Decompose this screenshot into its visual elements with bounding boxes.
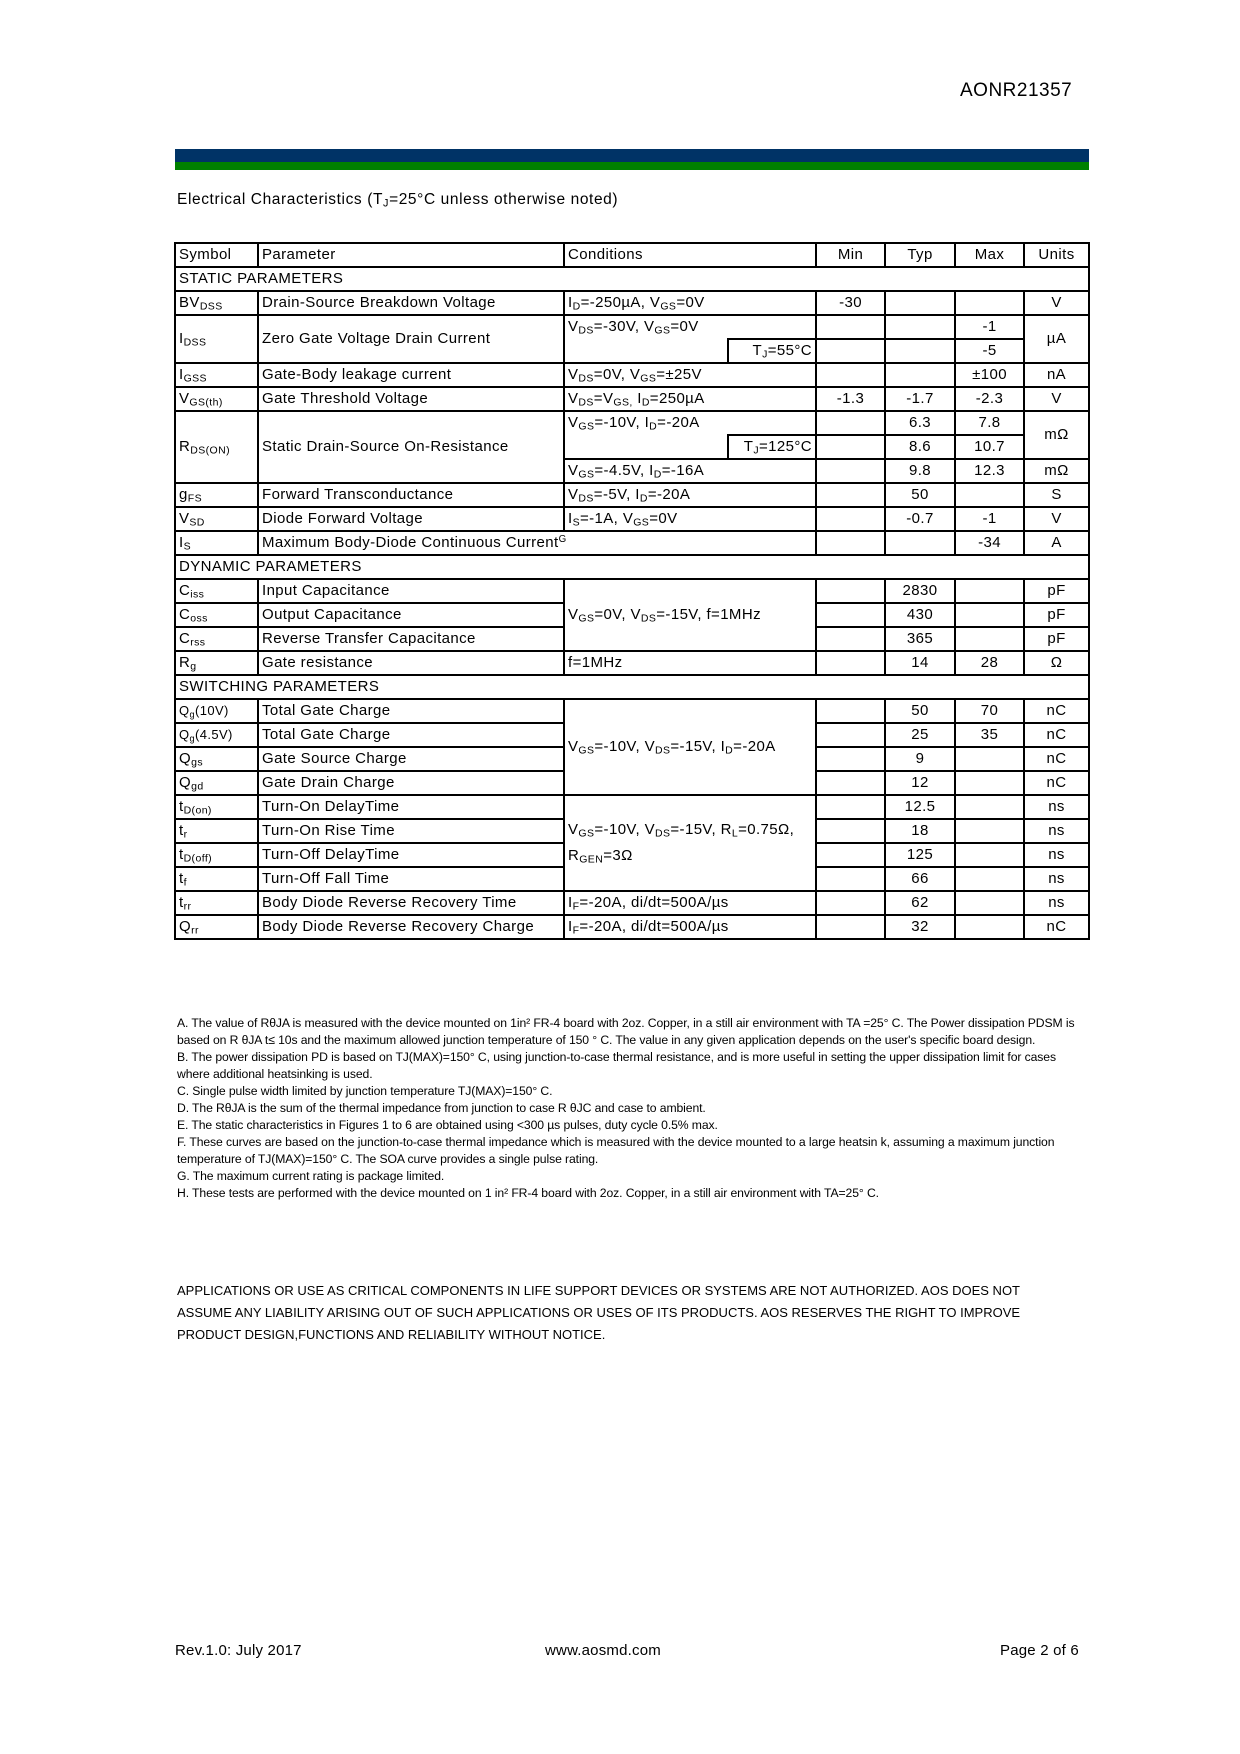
symbol-crss: $C_{rss}$ xyxy=(175,627,258,651)
cond-trr: $I_F=-20A$, di/dt=500A/µs xyxy=(564,891,816,915)
table-row: $Q_{gd}$ Gate Drain Charge 12 nC xyxy=(175,771,1089,795)
table-row: $g_{FS}$ Forward Transconductance $V_{DS}=-5V$, $I_D=-20A$ 50 S xyxy=(175,483,1089,507)
header-bar-green xyxy=(175,162,1089,170)
section-title: Electrical Characteristics ($T_J=25^\circ C$ unless otherwise noted) xyxy=(177,191,619,210)
header-symbol: Symbol xyxy=(175,243,258,267)
cond-bvdss: $I_D=-250\mu A$, $V_{GS}=0V$ xyxy=(564,291,816,315)
symbol-igss: $I_{GSS}$ xyxy=(175,363,258,387)
note-f: F. These curves are based on the junction-to-case thermal impedance which is measured with the device mounted to a large heatsin k, assuming a maximum junction temperature of TJ(MAX)=150° C. The SOA curve provides a single pulse rating. xyxy=(177,1135,1055,1166)
note-a: A. The value of RθJA is measured with the device mounted on 1in² FR-4 board with 2oz. Copper, in a still air environment with TA =25° C. The Power dissipation PDSM is based on R θJA t≤ 10s and the maximum allowed junction temperature of 150 ° C. The value in any given application depends on the user's specific board design. xyxy=(177,1016,1075,1047)
cond-igss: $V_{DS}=0V$, $V_{GS}=\pm 25V$ xyxy=(564,363,816,387)
section-static: STATIC PARAMETERS xyxy=(175,267,1089,291)
symbol-vsd: $V_{SD}$ xyxy=(175,507,258,531)
table-row: $Q_g(4.5V)$ Total Gate Charge 25 35 nC xyxy=(175,723,1089,747)
cond-gfs: $V_{DS}=-5V$, $I_D=-20A$ xyxy=(564,483,816,507)
table-row: $C_{rss}$ Reverse Transfer Capacitance 365 pF xyxy=(175,627,1089,651)
footer-page-number: Page 2 of 6 xyxy=(1000,1642,1079,1659)
table-row: $BV_{DSS}$ Drain-Source Breakdown Voltage $I_D=-250\mu A$, $V_{GS}=0V$ -30 V xyxy=(175,291,1089,315)
header-conditions: Conditions xyxy=(564,243,816,267)
symbol-is: $I_S$ xyxy=(175,531,258,555)
disclaimer: APPLICATIONS OR USE AS CRITICAL COMPONENTS IN LIFE SUPPORT DEVICES OR SYSTEMS ARE NOT AUTHORIZED. AOS DOES NOT ASSUME ANY LIABILITY ARISING OUT OF SUCH APPLICATIONS OR USES OF ITS PRODUCTS. AOS RESERVES THE RIGHT TO IMPROVE PRODUCT DESIGN,FUNCTIONS AND RELIABILITY WITHOUT NOTICE. xyxy=(177,1283,1021,1342)
table-row: $Q_{rr}$ Body Diode Reverse Recovery Charge $I_F=-20A$, di/dt=500A/µs 32 nC xyxy=(175,915,1089,939)
footnotes xyxy=(177,1015,1082,1202)
table-row: $V_{GS(th)}$ Gate Threshold Voltage $V_{DS}=V_{GS,}$ $I_D=250\mu A$ -1.3 -1.7 -2.3 V xyxy=(175,387,1089,411)
symbol-tr: $t_r$ xyxy=(175,819,258,843)
cond-gate-charge: $V_{GS}=-10V$, $V_{DS}=-15V$, $I_D=-20A$ xyxy=(564,699,816,795)
table-row: $t_f$ Turn-Off Fall Time 66 ns xyxy=(175,867,1089,891)
cond-idss-tj: $T_J=55^\circ C$ xyxy=(728,339,816,363)
table-row: $T_J=55^\circ C$ -5 xyxy=(175,339,1089,363)
table-row: $T_J=125^\circ C$ 8.6 10.7 xyxy=(175,435,1089,459)
section-switching: SWITCHING PARAMETERS xyxy=(175,675,1089,699)
symbol-tf: $t_f$ xyxy=(175,867,258,891)
table-row: $C_{oss}$ Output Capacitance 430 pF xyxy=(175,603,1089,627)
note-c: C. Single pulse width limited by junction temperature TJ(MAX)=150° C. xyxy=(177,1084,553,1098)
table-row: $C_{iss}$ Input Capacitance $V_{GS}=0V$, $V_{DS}=-15V$, f=1MHz 2830 pF xyxy=(175,579,1089,603)
cond-rdson-10v: $V_{GS}=-10V$, $I_D=-20A$ xyxy=(564,411,816,435)
table-row: $V_{GS}=-4.5V$, $I_D=-16A$ 9.8 12.3 mΩ xyxy=(175,459,1089,483)
note-b: B. The power dissipation PD is based on TJ(MAX)=150° C, using junction-to-case thermal resistance, and is more useful in setting the upper dissipation limit for cases where additional heatsinking is used. xyxy=(177,1050,1056,1081)
symbol-coss: $C_{oss}$ xyxy=(175,603,258,627)
cond-rdson-4v5: $V_{GS}=-4.5V$, $I_D=-16A$ xyxy=(564,459,816,483)
note-d: D. The RθJA is the sum of the thermal impedance from junction to case R θJC and case to ambient. xyxy=(177,1101,706,1115)
symbol-tdoff: $t_{D(off)}$ xyxy=(175,843,258,867)
table-row: $I_{DSS}$ Zero Gate Voltage Drain Current $V_{DS}=-30V$, $V_{GS}=0V$ -1 µA xyxy=(175,315,1089,339)
section-dynamic: DYNAMIC PARAMETERS xyxy=(175,555,1089,579)
table-row: $t_{D(on)}$ Turn-On DelayTime $V_{GS}=-10V$, $V_{DS}=-15V$, $R_L=0.75\Omega$, $R_{GEN}=3\Omega$ 12.5 ns xyxy=(175,795,1089,819)
symbol-qg10: $Q_g(10V)$ xyxy=(175,699,258,723)
table-row: $Q_{gs}$ Gate Source Charge 9 nC xyxy=(175,747,1089,771)
symbol-vgsth: $V_{GS(th)}$ xyxy=(175,387,258,411)
part-number: AONR21357 xyxy=(960,80,1073,101)
note-h: H. These tests are performed with the device mounted on 1 in² FR-4 board with 2oz. Copper, in a still air environment with TA=25° C. xyxy=(177,1186,879,1200)
symbol-qrr: $Q_{rr}$ xyxy=(175,915,258,939)
symbol-qg45: $Q_g(4.5V)$ xyxy=(175,723,258,747)
symbol-ciss: $C_{iss}$ xyxy=(175,579,258,603)
cond-switching: $V_{GS}=-10V$, $V_{DS}=-15V$, $R_L=0.75\Omega$, $R_{GEN}=3\Omega$ xyxy=(564,795,816,891)
note-e: E. The static characteristics in Figures 1 to 6 are obtained using <300 µs pulses, duty cycle 0.5% max. xyxy=(177,1118,718,1132)
table-row: $Q_g(10V)$ Total Gate Charge $V_{GS}=-10V$, $V_{DS}=-15V$, $I_D=-20A$ 50 70 nC xyxy=(175,699,1089,723)
symbol-gfs: $g_{FS}$ xyxy=(175,483,258,507)
header-typ: Typ xyxy=(885,243,955,267)
symbol-bvdss: $BV_{DSS}$ xyxy=(175,291,258,315)
table-row: $I_S$ Maximum Body-Diode Continuous Current$^G$ -34 A xyxy=(175,531,1089,555)
symbol-qgd: $Q_{gd}$ xyxy=(175,771,258,795)
table-row: $t_{D(off)}$ Turn-Off DelayTime 125 ns xyxy=(175,843,1089,867)
header-units: Units xyxy=(1024,243,1089,267)
footer-revision: Rev.1.0: July 2017 xyxy=(175,1642,302,1659)
symbol-rdson: $R_{DS(ON)}$ xyxy=(175,411,258,483)
cond-rdson-tj: $T_J=125^\circ C$ xyxy=(728,435,816,459)
header-max: Max xyxy=(955,243,1024,267)
table-row: $t_r$ Turn-On Rise Time 18 ns xyxy=(175,819,1089,843)
symbol-trr: $t_{rr}$ xyxy=(175,891,258,915)
symbol-tdon: $t_{D(on)}$ xyxy=(175,795,258,819)
symbol-rg: $R_g$ xyxy=(175,651,258,675)
cond-capacitance: $V_{GS}=0V$, $V_{DS}=-15V$, f=1MHz xyxy=(564,579,816,651)
cond-vgsth: $V_{DS}=V_{GS,}$ $I_D=250\mu A$ xyxy=(564,387,816,411)
header-bar-blue xyxy=(175,149,1089,162)
table-row: $R_g$ Gate resistance f=1MHz 14 28 Ω xyxy=(175,651,1089,675)
cond-qrr: $I_F=-20A$, di/dt=500A/µs xyxy=(564,915,816,939)
cond-vsd: $I_S=-1A$, $V_{GS}=0V$ xyxy=(564,507,816,531)
table-row: $V_{SD}$ Diode Forward Voltage $I_S=-1A$, $V_{GS}=0V$ -0.7 -1 V xyxy=(175,507,1089,531)
electrical-characteristics-table xyxy=(174,242,1090,940)
symbol-idss: $I_{DSS}$ xyxy=(175,315,258,363)
footer-website[interactable]: www.aosmd.com xyxy=(545,1642,661,1659)
cond-idss: $V_{DS}=-30V$, $V_{GS}=0V$ xyxy=(564,315,816,339)
table-header-row xyxy=(175,243,1089,267)
header-min: Min xyxy=(816,243,885,267)
table-row: $R_{DS(ON)}$ Static Drain-Source On-Resistance $V_{GS}=-10V$, $I_D=-20A$ 6.3 7.8 mΩ xyxy=(175,411,1089,435)
symbol-qgs: $Q_{gs}$ xyxy=(175,747,258,771)
note-g: G. The maximum current rating is package limited. xyxy=(177,1169,445,1183)
table-row: $I_{GSS}$ Gate-Body leakage current $V_{DS}=0V$, $V_{GS}=\pm 25V$ ±100 nA xyxy=(175,363,1089,387)
header-parameter: Parameter xyxy=(258,243,564,267)
table-row: $t_{rr}$ Body Diode Reverse Recovery Time $I_F=-20A$, di/dt=500A/µs 62 ns xyxy=(175,891,1089,915)
